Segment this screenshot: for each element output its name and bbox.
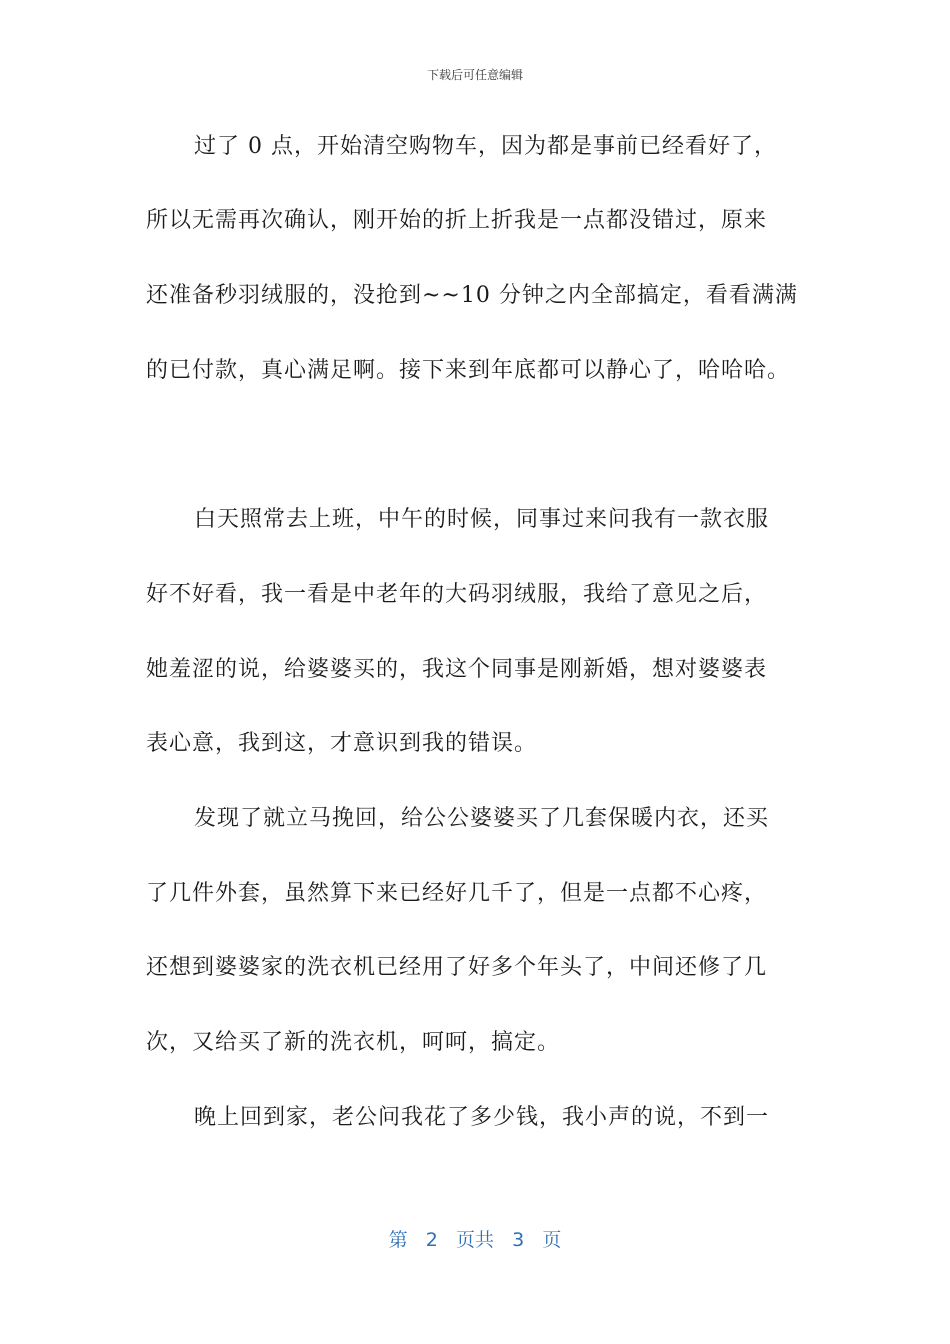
footer-mid: 页共	[455, 1229, 494, 1251]
footer-current-page: 2	[425, 1229, 438, 1251]
footer-suffix: 页	[542, 1229, 562, 1251]
page-header-note: 下载后可任意编辑	[426, 68, 523, 82]
paragraph-1-line-2: 所以无需再次确认，刚开始的折上折我是一点都没错过，原来	[146, 208, 768, 233]
footer-total-pages: 3	[512, 1229, 525, 1251]
footer-prefix: 第	[388, 1229, 408, 1251]
paragraph-1-line-1: 过了 0 点，开始清空购物车，因为都是事前已经看好了，	[194, 134, 777, 159]
paragraph-2-line-1: 白天照常去上班，中午的时候，同事过来问我有一款衣服	[194, 507, 770, 532]
paragraph-3-line-3: 还想到婆婆家的洗衣机已经用了好多个年头了，中间还修了几	[146, 955, 768, 980]
paragraph-4-line-1: 晚上回到家，老公问我花了多少钱，我小声的说，不到一	[194, 1105, 770, 1130]
paragraph-2-line-3: 她羞涩的说，给婆婆买的，我这个同事是刚新婚，想对婆婆表	[146, 657, 768, 682]
paragraph-2-line-4: 表心意，我到这，才意识到我的错误。	[146, 731, 538, 756]
page-footer	[0, 1225, 950, 1252]
paragraph-3-line-2: 了几件外套，虽然算下来已经好几千了，但是一点都不心疼，	[146, 881, 768, 906]
paragraph-3-line-4: 次，又给买了新的洗衣机，呵呵，搞定。	[146, 1030, 561, 1055]
paragraph-1-line-3: 还准备秒羽绒服的，没抢到~~10 分钟之内全部搞定，看看满满	[146, 283, 798, 308]
paragraph-3-line-1: 发现了就立马挽回，给公公婆婆买了几套保暖内衣，还买	[194, 806, 770, 831]
paragraph-1-line-4: 的已付款，真心满足啊。接下来到年底都可以静心了，哈哈哈。	[146, 358, 791, 383]
paragraph-2-line-2: 好不好看，我一看是中老年的大码羽绒服，我给了意见之后，	[146, 582, 768, 607]
